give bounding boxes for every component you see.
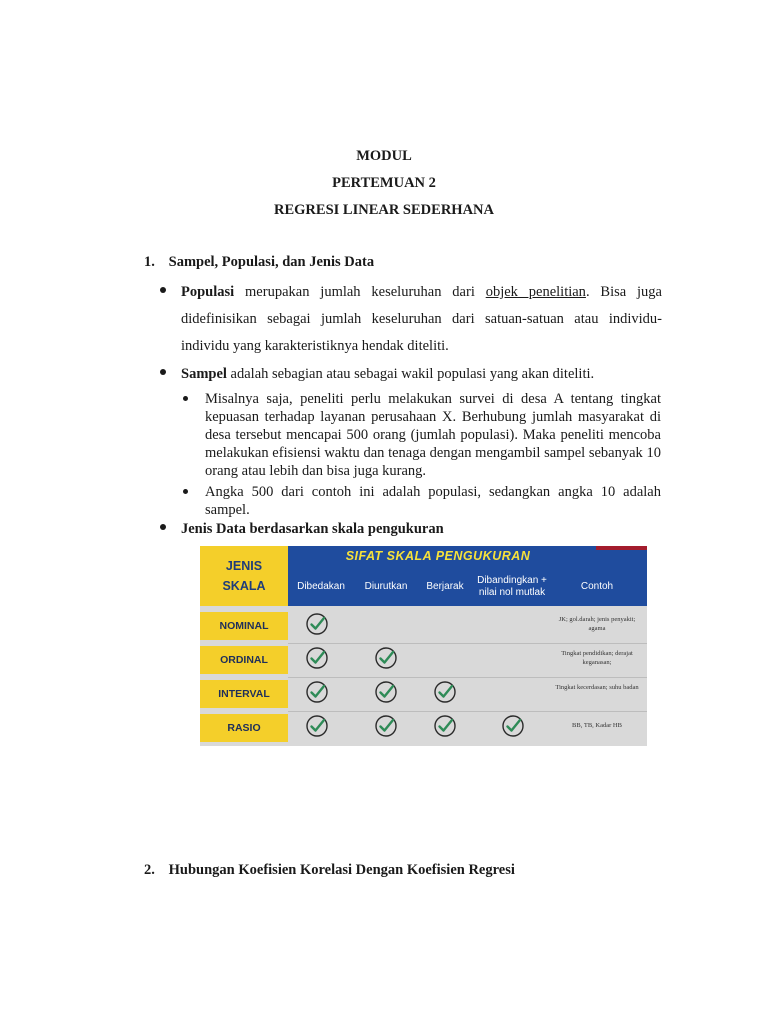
bullet-sampel — [160, 361, 662, 388]
bullet-populasi — [160, 279, 662, 360]
example-cell: BB, TB, Kadar HB — [572, 722, 622, 729]
example-cell: JK; gol.darah; jenis penyakit; agama — [558, 616, 636, 632]
check-icon — [305, 612, 329, 636]
row-label: NOMINAL — [200, 610, 288, 640]
section-1-number: 1. — [144, 254, 155, 270]
check-icon — [501, 714, 525, 738]
check-icon — [433, 714, 457, 738]
jenis-skala-label: JENIS SKALA — [222, 559, 266, 593]
example-cell: Tingkat kecerdasan; suhu badan — [555, 684, 639, 691]
bullet-jenis-data — [160, 516, 662, 543]
jenis-data-text: Jenis Data berdasarkan skala pengukuran — [181, 521, 444, 537]
col-header: Dibandingkan + nilai nol mutlak — [477, 575, 547, 598]
col-header: Diurutkan — [364, 581, 408, 592]
row-label: INTERVAL — [200, 678, 288, 708]
section-2-number: 2. — [144, 862, 155, 878]
term-populasi: Populasi — [181, 284, 235, 300]
sub-bullet-dot — [183, 489, 188, 494]
populasi-text-a: merupakan jumlah keseluruhan dari — [234, 284, 486, 300]
scale-table-image — [200, 546, 647, 746]
col-header: Dibedakan — [297, 581, 345, 592]
col-header: Contoh — [580, 581, 614, 592]
bullet-dot — [160, 287, 166, 293]
table-corner-accent — [596, 546, 647, 550]
example-cell: Tingkat pendidikan; derajat keganasan; — [561, 650, 633, 666]
row-divider — [288, 643, 647, 644]
row-divider — [288, 711, 647, 712]
check-icon — [374, 680, 398, 704]
section-1-heading — [144, 254, 374, 271]
section-1-title: Sampel, Populasi, dan Jenis Data — [168, 254, 375, 270]
check-icon — [374, 646, 398, 670]
section-2-heading — [144, 862, 515, 879]
check-icon — [305, 680, 329, 704]
bullet-dot — [160, 369, 166, 375]
sub-bullet-text: Angka 500 dari contoh ini adalah populasi, sedangkan angka 10 adalah sampel. — [205, 484, 661, 518]
section-2-title: Hubungan Koefisien Korelasi Dengan Koefisien Regresi — [168, 862, 515, 878]
check-icon — [305, 646, 329, 670]
link-objek-penelitian[interactable]: objek penelitian — [485, 284, 586, 300]
row-label: RASIO — [200, 712, 288, 742]
doc-title: MODUL — [356, 148, 412, 164]
check-icon — [433, 680, 457, 704]
doc-topic: REGRESI LINEAR SEDERHANA — [274, 202, 494, 218]
sub-bullet-text: Misalnya saja, peneliti perlu melakukan survei di desa A tentang tingkat kepuasan terhadap layanan perusahaan X. Berhubung jumlah masyarakat di desa tersebut mencapai 500 orang (jumlah populasi). Maka peneliti mencoba melakukan efisiensi waktu dan tenaga dengan mengambil sampel sebanyak 10 orang atau lebih dan bisa juga kurang. — [205, 391, 661, 479]
sampel-text: adalah sebagian atau sebagai wakil populasi yang akan diteliti. — [226, 366, 595, 382]
populasi-text-b: . Bisa juga didefinisikan sebagai jumlah keseluruhan dari satuan-satuan atau individu-individu yang karakteristiknya hendak diteliti. — [181, 284, 662, 354]
term-sampel: Sampel — [181, 366, 227, 382]
table-corner-label — [200, 546, 288, 606]
document-title-block — [0, 146, 768, 227]
table-title: SIFAT SKALA PENGUKURAN — [345, 549, 531, 563]
sub-bullet-angka — [183, 483, 661, 519]
row-label: ORDINAL — [200, 644, 288, 674]
doc-subtitle: PERTEMUAN 2 — [332, 175, 436, 191]
row-divider — [288, 677, 647, 678]
bullet-dot — [160, 524, 166, 530]
sub-bullet-example — [183, 390, 661, 480]
sub-bullet-dot — [183, 396, 188, 401]
check-icon — [305, 714, 329, 738]
check-icon — [374, 714, 398, 738]
col-header: Berjarak — [426, 581, 464, 592]
